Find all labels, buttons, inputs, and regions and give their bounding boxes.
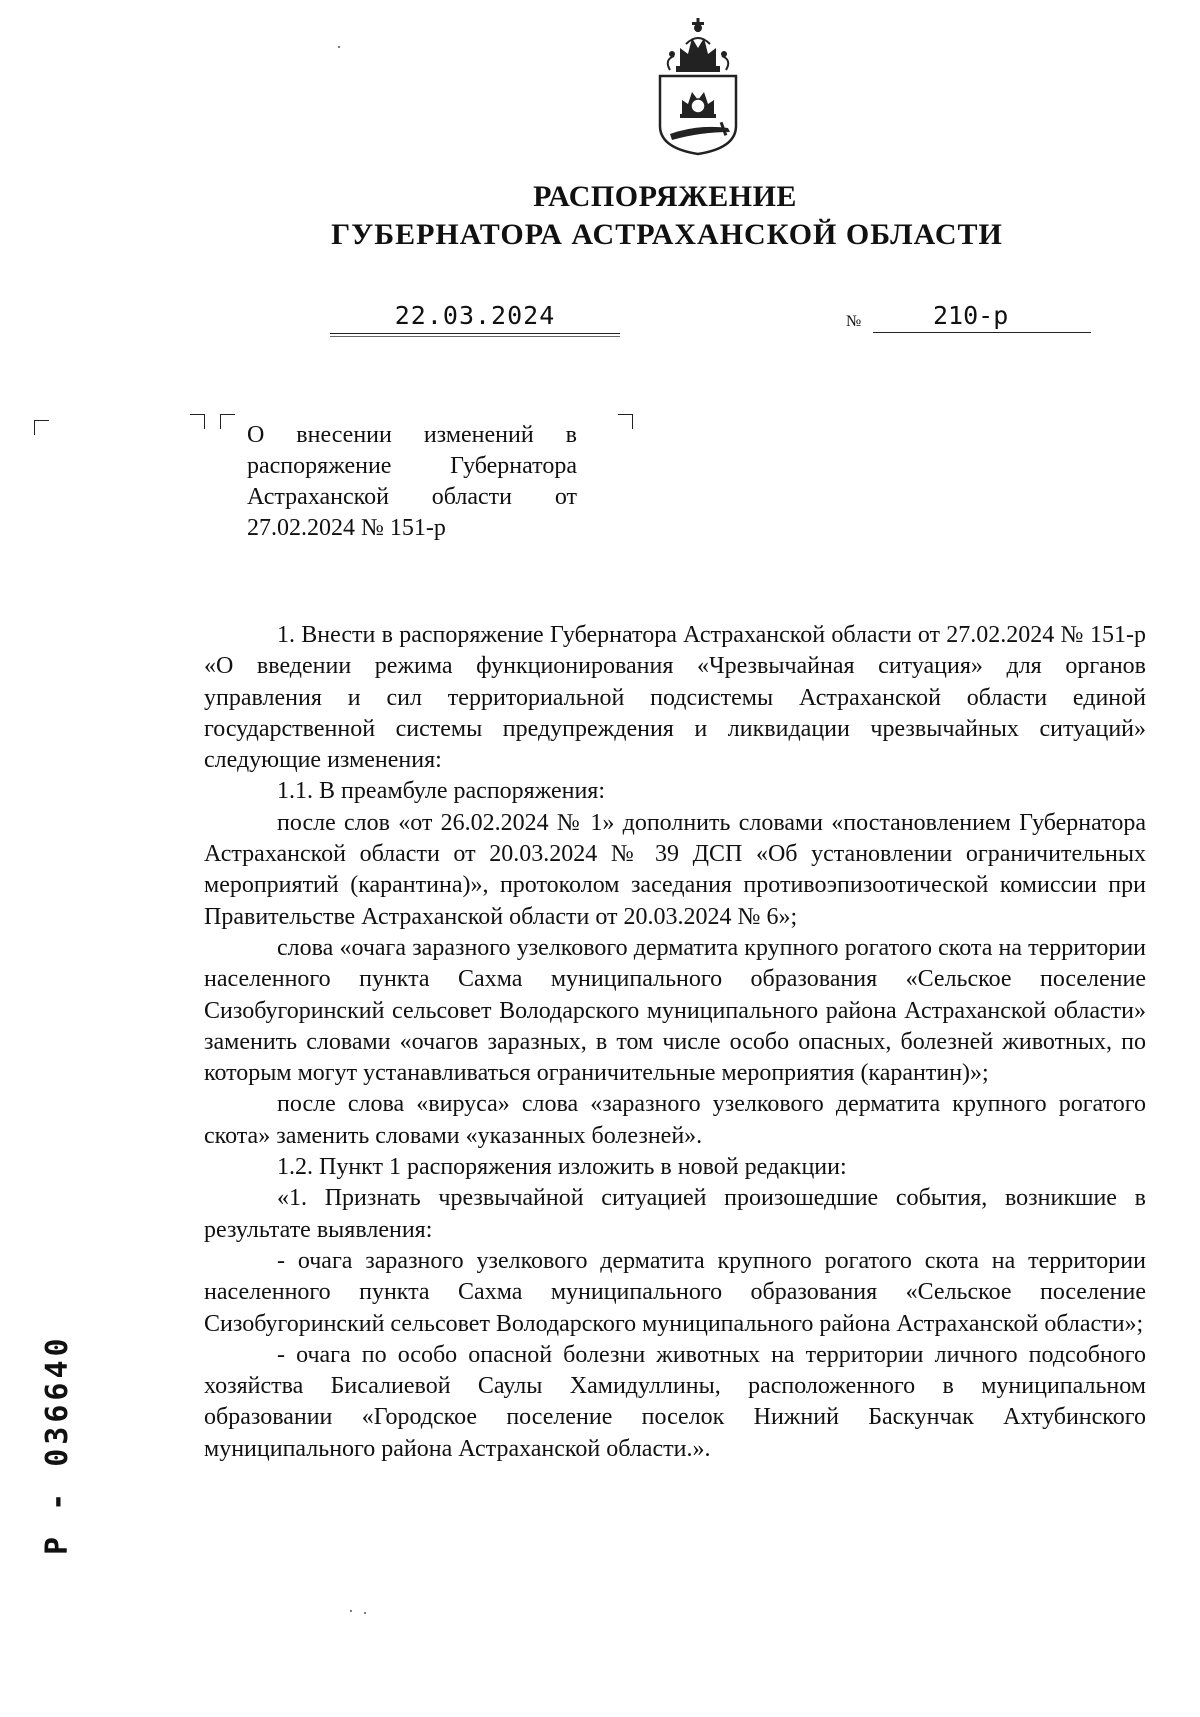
body-paragraph: после слова «вируса» слова «заразного узелкового дерматита крупного рогатого скота» заменить словами «указанных болезней». xyxy=(204,1091,1146,1149)
body-paragraph: 1.2. Пункт 1 распоряжения изложить в новой редакции: xyxy=(277,1154,847,1181)
number-sign-label: № xyxy=(846,313,862,330)
body-paragraph: 1. Внести в распоряжение Губернатора Астраханской области от 27.02.2024 № 151-р «О введении режима функционирования «Чрезвычайная ситуация» для органов управления и сил территориальной подсистемы Астраханской области единой государственной системы предупреждения и ликвидации чрезвычайных ситуаций» следующие изменения: xyxy=(204,622,1146,774)
scan-speck xyxy=(350,1610,352,1612)
body-paragraph: «1. Признать чрезвычайной ситуацией произошедшие события, возникшие в результате выявления: xyxy=(204,1185,1146,1243)
document-subject xyxy=(247,420,577,544)
subject-line: распоряжение Губернатора xyxy=(247,453,577,479)
subject-corner-mark-right xyxy=(618,414,633,429)
subject-corner-mark-left-outer xyxy=(190,414,205,429)
left-margin-corner-mark xyxy=(34,420,49,435)
body-paragraph: 1.1. В преамбуле распоряжения: xyxy=(277,778,606,805)
subject-corner-mark-left xyxy=(220,414,235,429)
body-paragraph: - очага заразного узелкового дерматита крупного рогатого скота на территории населенного пункта Сахма муниципального образования «Сельское поселение Сизобугоринский сельсовет Володарского муниципального района Астраханской области»; xyxy=(204,1247,1146,1337)
document-number-field: 210-р xyxy=(873,301,1091,333)
body-paragraph: слова «очага заразного узелкового дерматита крупного рогатого скота на территории населенного пункта Сахма муниципального образования «Сельское поселение Сизобугоринский сельсовет Володарского муниципального района Астраханской области» заменить словами «очагов заразных, в том числе особо опасных, болезней животных, по которым могут устанавливаться ограничительные мероприятия (карантин)»; xyxy=(204,934,1146,1087)
scan-speck xyxy=(364,1612,366,1614)
body-paragraph: - очага по особо опасной болезни животных на территории личного подсобного хозяйства Бисалиевой Саулы Хамидуллины, расположенного в муниципальном образовании «Городское поселение поселок Нижний Баскунчак Ахтубинского муниципального района Астраханской области.». xyxy=(204,1341,1146,1462)
scan-speck xyxy=(338,46,340,48)
date-underline xyxy=(330,336,620,337)
document-type-title: РАСПОРЯЖЕНИЕ xyxy=(533,180,797,213)
document-date-field: 22.03.2024 xyxy=(330,301,620,334)
subject-line: Астраханской области от xyxy=(247,484,577,510)
body-paragraph: после слов «от 26.02.2024 № 1» дополнить словами «постановлением Губернатора Астраханской области от 20.03.2024 № 39 ДСП «Об установлении ограничительных мероприятий (карантина)», протоколом заседания противоэпизоотической комиссии при Правительстве Астраханской области от 20.03.2024 № 6»; xyxy=(204,809,1146,930)
subject-line: О внесении изменений в xyxy=(247,422,577,448)
issuing-authority-title: ГУБЕРНАТОРА АСТРАХАНСКОЙ ОБЛАСТИ xyxy=(331,218,1003,251)
astrakhan-coat-of-arms-icon xyxy=(650,14,746,156)
document-body xyxy=(204,620,1146,1465)
subject-line: 27.02.2024 № 151-р xyxy=(247,515,446,541)
form-serial-number-stamp: Р - 036640 xyxy=(40,1334,75,1555)
